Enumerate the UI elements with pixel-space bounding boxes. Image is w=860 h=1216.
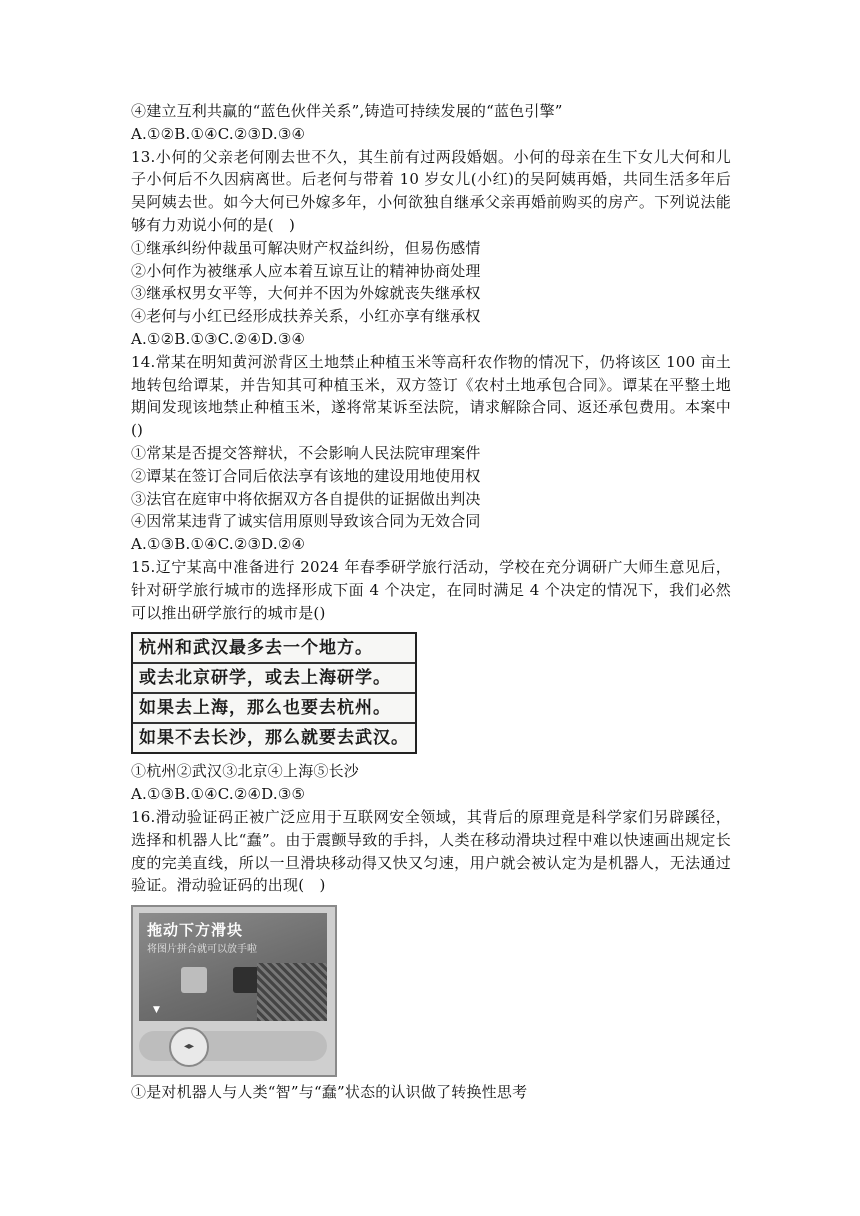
slider-captcha-image (131, 905, 337, 1077)
decision-table-image (131, 632, 417, 754)
q14-answer-choices: A.①③B.①④C.②③D.②④ (131, 535, 306, 554)
q13-option-2: ②小何作为被继承人应本着互谅互让的精神协商处理 (131, 261, 481, 280)
decision-row: 杭州和武汉最多去一个地方。 (133, 634, 415, 664)
q16-option-1: ①是对机器人与人类“智”与“蠢”状态的认识做了转换性思考 (131, 1083, 528, 1102)
q13-option-1: ①继承纠纷仲裁虽可解决财产权益纠纷，但易伤感情 (131, 238, 481, 257)
q13-option-4: ④老何与小红已经形成扶养关系，小红亦享有继承权 (131, 307, 481, 326)
q13-answer-choices: A.①②B.①③C.②④D.③④ (131, 329, 306, 348)
q14-option-4: ④因常某违背了诚实信用原则导致该合同为无效合同 (131, 512, 481, 531)
q14-option-1: ①常某是否提交答辩状，不会影响人民法院审理案件 (131, 443, 481, 462)
decision-row: 或去北京研学，或去上海研学。 (133, 664, 415, 694)
puzzle-piece-icon (181, 967, 207, 993)
captcha-title: 拖动下方滑块 (147, 921, 244, 940)
captcha-subtitle: 将图片拼合就可以放手啦 (147, 944, 257, 956)
question-14-stem: 14.常某在明知黄河淤背区土地禁止种植玉米等高秆农作物的情况下，仍将该区 100 亩土地转包给谭某，并告知其可种植玉米，双方签订《农村土地承包合同》。谭某在平整土地期间发现该地禁止种植玉米，遂将常某诉至法院，请求解除合同、返还承包费用。本案中() (131, 352, 731, 440)
answer-choices: A.①②B.①④C.②③D.③④ (131, 124, 306, 143)
q14-option-2: ②谭某在签订合同后依法享有该地的建设用地使用权 (131, 466, 481, 485)
option-line: ④建立互利共赢的“蓝色伙伴关系”,铸造可持续发展的“蓝色引擎” (131, 102, 563, 120)
question-13-stem: 13.小何的父亲老何刚去世不久，其生前有过两段婚姻。小何的母亲在生下女儿大何和儿子小何后不久因病离世。后老何与带着 10 岁女儿(小红)的吴阿姨再婚，共同生活多年后吴阿姨去世。如今大何已外嫁多年，小何欲独自继承父亲再婚前购买的房产。下列说法能够有力劝说小何的是( ) (131, 147, 731, 234)
question-16-stem: 16.滑动验证码正被广泛应用于互联网安全领域，其背后的原理竟是科学家们另辟蹊径，选择和机器人比“蠢”。由于震颤导致的手抖，人类在移动滑块过程中难以快速画出规定长度的完美直线，所以一旦滑块移动得又快又匀速，用户就会被认定为是机器人，无法通过验证。滑动验证码的出现( ) (131, 807, 731, 895)
decision-row: 如果不去长沙，那么就要去武汉。 (139, 728, 409, 749)
question-15-stem: 15.辽宁某高中准备进行 2024 年春季研学旅行活动，学校在充分调研广大师生意见后，针对研学旅行城市的选择形成下面 4 个决定，在同时满足 4 个决定的情况下，我们必然可以推出研学旅行的城市是() (131, 557, 731, 622)
document-page (131, 100, 731, 1104)
q15-city-list: ①杭州②武汉③北京④上海⑤长沙 (131, 762, 360, 781)
slider-track (139, 1031, 327, 1061)
decision-row: 如果去上海，那么也要去杭州。 (133, 694, 415, 724)
q15-answer-choices: A.①③B.①④C.②④D.③⑤ (131, 785, 306, 804)
captcha-texture (257, 963, 327, 1021)
slider-handle-icon: ◂▸ (169, 1027, 209, 1067)
q14-option-3: ③法官在庭审中将依据双方各自提供的证据做出判决 (131, 489, 481, 508)
puzzle-gap-icon (233, 967, 259, 993)
down-arrow-icon: ▼ (153, 1005, 160, 1016)
captcha-picture (139, 913, 327, 1021)
q13-option-3: ③继承权男女平等，大何并不因为外嫁就丧失继承权 (131, 284, 481, 303)
